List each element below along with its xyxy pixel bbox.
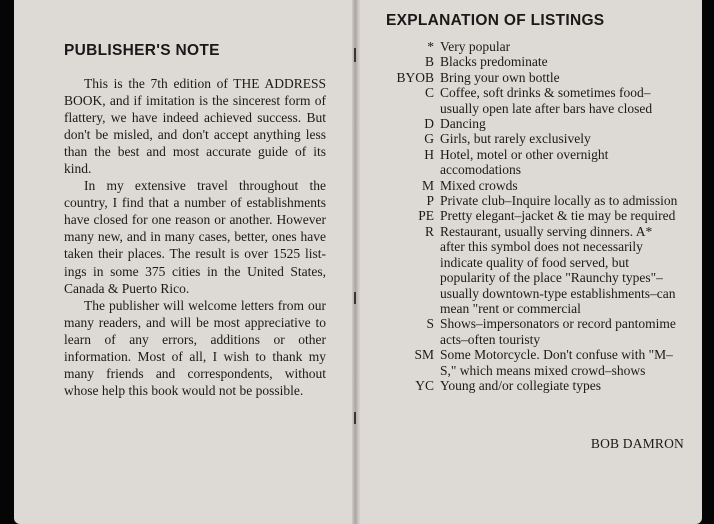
legend-description: Mixed crowds: [440, 177, 518, 193]
legend-code: BYOB: [396, 69, 434, 85]
legend-code: B: [424, 54, 434, 70]
legend-entry: [378, 131, 678, 146]
legend-entry: [378, 208, 678, 223]
legend-description: Dancing: [440, 116, 486, 132]
legend-code: C: [424, 85, 434, 101]
legend-entry: [378, 347, 678, 378]
explanation-title: EXPLANATION OF LISTINGS: [386, 12, 605, 29]
legend-code: SM: [414, 347, 434, 363]
legend-entry: [378, 224, 678, 316]
legend-description: Coffee, soft drinks & sometimes food–usually open late after bars have closed: [440, 85, 653, 116]
note-paragraph: This is the 7th edition of THE ADDRESS BOOK, and if imitation is the sincerest form of flattery, we have indeed achieved success. But don't be misled, and don't accept anything less than the best and most accurate guide of its kind.: [64, 76, 326, 177]
legend-code: *: [427, 39, 434, 54]
gutter-tick: [354, 412, 356, 424]
legend-entry: [378, 193, 678, 208]
legend-code: PE: [418, 208, 434, 224]
legend-description: Some Motorcycle. Don't confuse with "M–S," which means mixed crowd–shows: [440, 347, 673, 378]
gutter-tick: [354, 292, 356, 304]
publishers-note-title: PUBLISHER'S NOTE: [64, 42, 220, 59]
legend-entry: [378, 316, 678, 347]
legend-entry: [378, 178, 678, 193]
legend-entry: [378, 39, 678, 54]
note-paragraph: In my extensive travel throughout the country, I find that a number of establishments have closed for one reason or another. However many new, and in many cases, better, ones have taken their places. The result is over 1525 listings in some 375 cities in the United States, Canada & Puerto Rico.: [64, 178, 326, 296]
legend-entry: [378, 70, 678, 85]
legend-description: Girls, but rarely exclusively: [440, 131, 591, 147]
publishers-note-body: [64, 75, 326, 399]
legend-description: Young and/or collegiate types: [440, 377, 601, 393]
legend-code: M: [421, 177, 434, 193]
legend-entry: [378, 54, 678, 69]
legend-code: D: [424, 116, 434, 132]
legend-entry: [378, 378, 678, 393]
legend-description: Pretty elegant–jacket & tie may be required: [440, 208, 676, 224]
legend-description: Very popular: [440, 39, 511, 54]
book-gutter: [352, 0, 360, 524]
note-paragraph: The publisher will welcome letters from our many readers, and will be most appreciative to learn of any errors, additions or other information. Most of all, I wish to thank my many friends and correspondents, without whose help this book would not be possible.: [64, 297, 326, 398]
signature: BOB DAMRON: [590, 436, 684, 451]
legend-description: Hotel, motel or other overnight accomodations: [440, 146, 609, 178]
legend-code: H: [424, 146, 434, 162]
legend-code: YC: [415, 377, 434, 393]
legend-description: Restaurant, usually serving dinners. A* after this symbol does not necessarily indicate quality of food served, but popularity of the place "Raunchy types"–usually downtown-type establishments–can mean "rent or commercial: [440, 223, 676, 316]
legend-description: Shows–impersonators or record pantomime acts–often touristy: [440, 316, 676, 347]
legend-entry: [378, 85, 678, 116]
gutter-tick: [354, 48, 356, 62]
legend-code: P: [426, 193, 434, 209]
legend-entry: [378, 147, 678, 178]
legend-entry: [378, 116, 678, 131]
legend-code: G: [424, 131, 434, 147]
legend-description: Bring your own bottle: [440, 69, 560, 85]
legend-description: Private club–Inquire locally as to admission: [440, 193, 678, 209]
legend-code: S: [426, 316, 434, 332]
listings-legend: [378, 39, 678, 393]
legend-description: Blacks predominate: [440, 54, 548, 70]
legend-code: R: [424, 223, 434, 239]
